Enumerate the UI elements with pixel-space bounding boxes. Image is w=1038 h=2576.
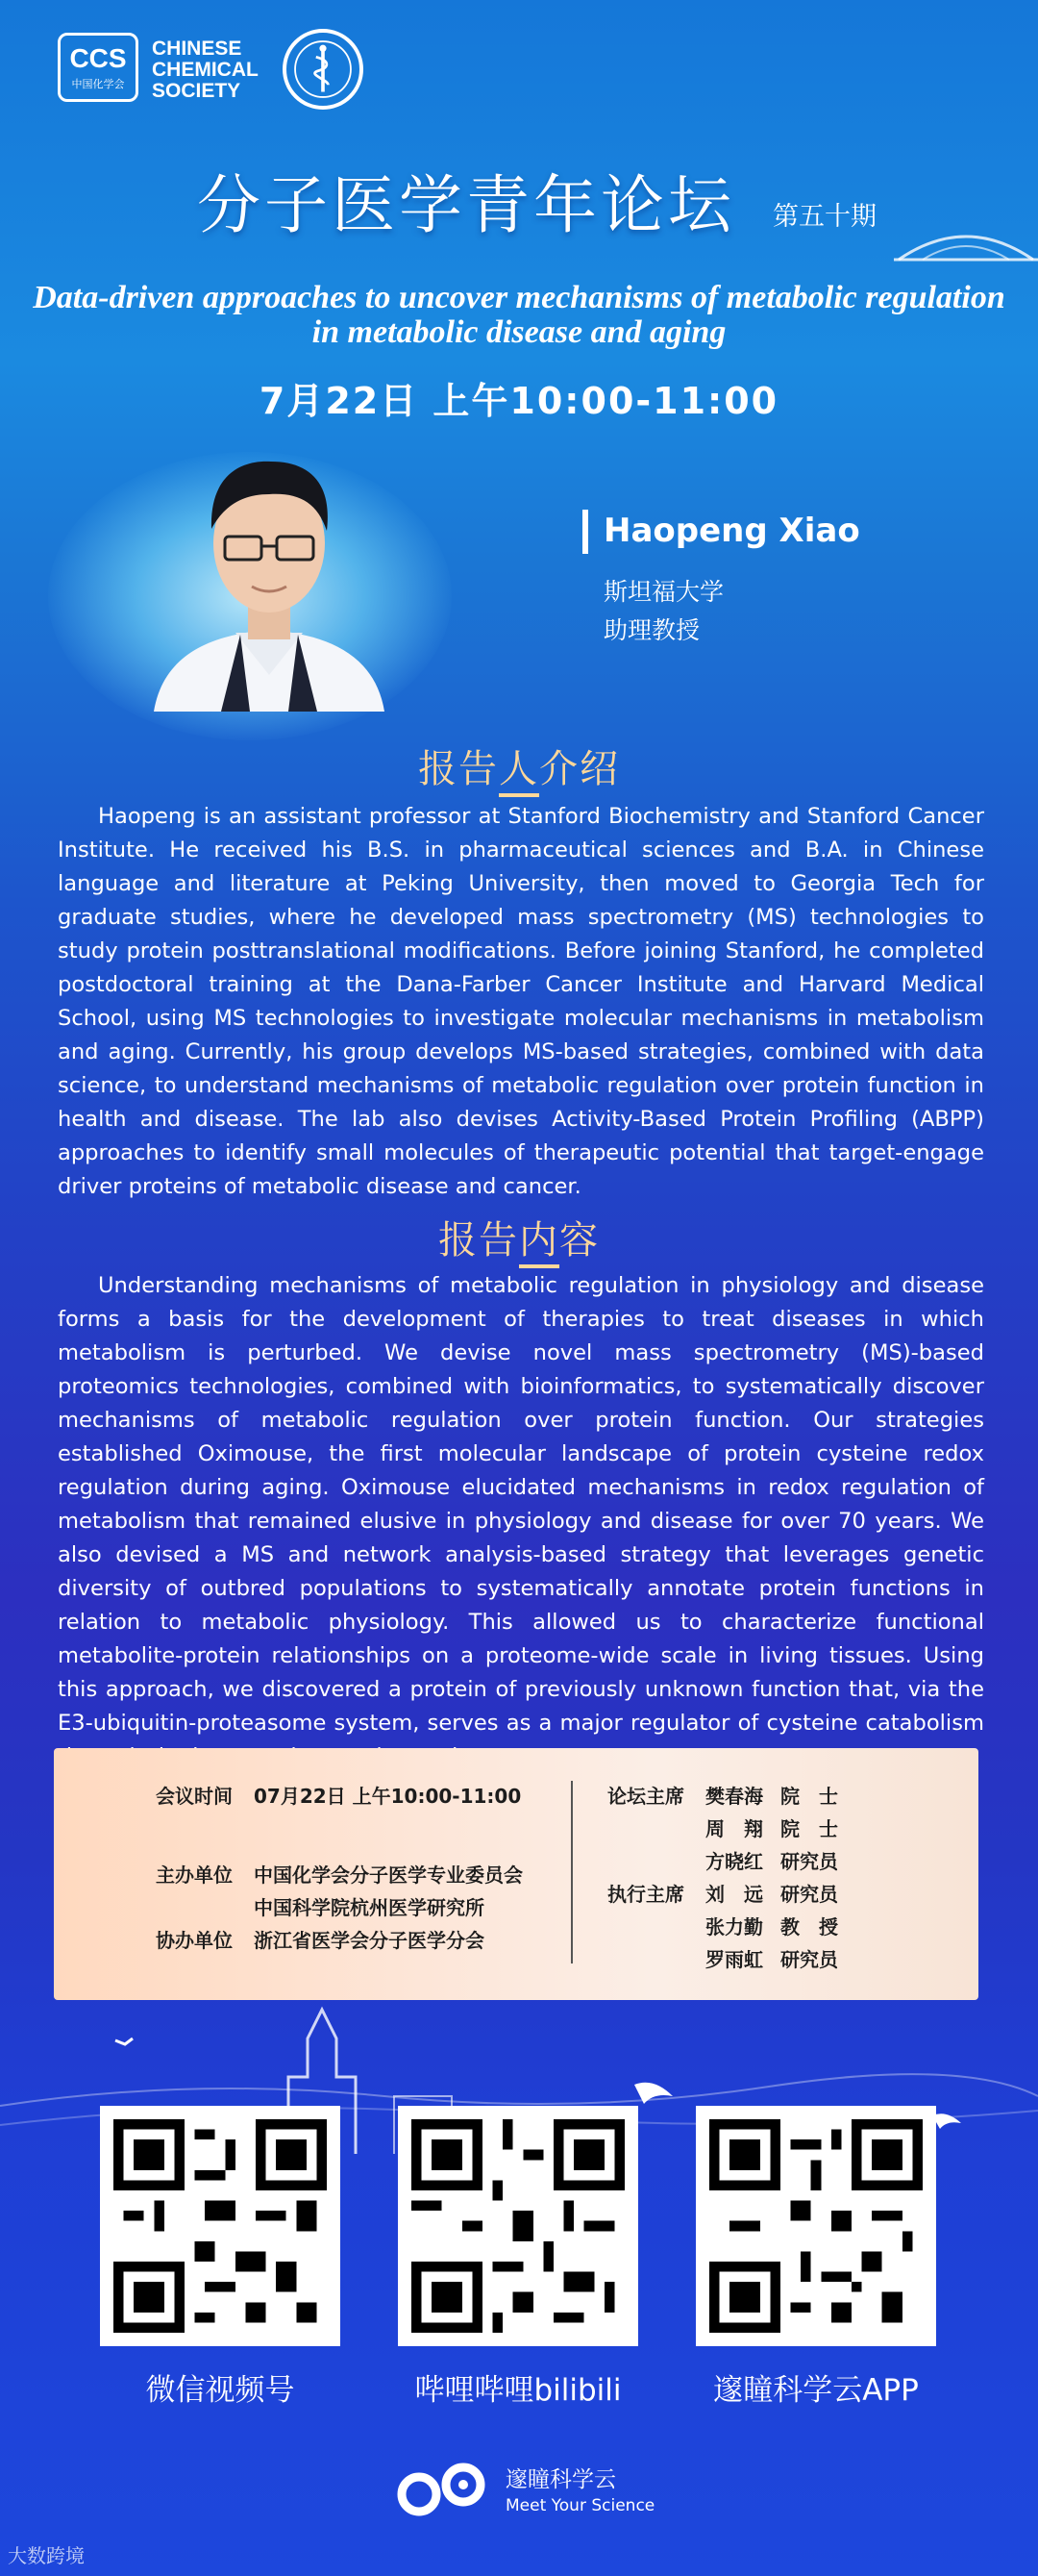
chair-title: 院 士 [780,1785,838,1808]
host-value: 中国科学院杭州医学研究所 [254,1896,484,1919]
speaker-institution: 斯坦福大学 [604,578,725,606]
talk-title-line: Data-driven approaches to uncover mechanisms of metabolic regulation [33,280,1005,315]
chair-name: 周 翔 [705,1817,763,1840]
society-name [152,38,259,102]
abstract-text: Understanding mechanisms of metabolic regulation in physiology and disease forms a basis for the development of therapies to treat diseases in which metabolism is perturbed. We devise novel mass spectrometry (MS)-based proteomics technologies, combined with bioinformatics, to systematically discover mechanisms of metabolic regulation over protein function. Our strategies established Oximouse, the first molecular landscape of protein cysteine redox regulation during aging. Oximouse elucidated mechanisms in redox regulation of metabolism that remained elusive in physiology and disease for over 70 years. We also devised a MS and network analysis-based strategy that leverages genetic diversity of outbred populations to systematically annotate protein functions in relation to metabolic physiology. This allowed us to characterize functional metabolite-protein relationships on a proteome-wide scale in living tissues. Using this approach, we discovered a protein of previously unknown function that, via the E3-ubiquitin-proteasome system, serves as a major regulator of cysteine catabolism [58,1273,984,1736]
bio-text: Haopeng is an assistant professor at Stanford Biochemistry and Stanford Cancer Institute. He received his B.S. in pharmaceutical sciences and B.A. in Chinese language and literature at Peking University, then moved to Georgia Tech for graduate studies, where he developed mass spectrometry (MS) technologies to study protein posttranslational modifications. Before joining Stanford, he completed postdoctoral training at the Dana-Farber Cancer Institute and Harvard Medical School, using MS technologies to investigate molecular mechanisms in metabolism and aging. Currently, his group develops MS-based strategies, combined with data science, to understand mechanisms of metabolic regulation over protein function in health and disease. The lab also devises Activity-Based Protein Profiling (ABPP) approaches to identify small molecules of therapeutic potential that target-engage driver proteins of metabolic disease and cancer. [58,804,984,1199]
qr-pattern [411,2119,625,2333]
qr-pattern [709,2119,923,2333]
qr-label-bilibili: 哔哩哔哩bilibili [414,2373,622,2408]
exec-chair-name: 张力勤 [705,1915,763,1938]
qr-label-wechat: 微信视频号 [145,2373,295,2408]
co-host-label: 协办单位 [156,1929,233,1952]
exec-chair-title: 研究员 [780,1948,838,1971]
time-label: 会议时间 [156,1785,233,1808]
qr-code-wechat[interactable] [100,2106,340,2346]
exec-chair-name: 刘 远 [705,1883,763,1906]
speaker-photo [144,423,394,712]
medical-emblem-icon [283,29,363,110]
speaker-affiliation [604,573,724,650]
ccs-logo [58,33,138,102]
brand-logo-icon [392,2458,492,2521]
exec-chair-name: 罗雨虹 [705,1948,763,1971]
chair-label: 论坛主席 [607,1785,684,1808]
abstract-heading-part: 内 [519,1210,559,1268]
qr-label-app: 邃瞳科学云APP [713,2373,919,2408]
time-value: 07月22日 上午10:00-11:00 [254,1785,522,1808]
chair-title: 研究员 [780,1850,838,1873]
speaker-position: 助理教授 [604,616,701,644]
exec-chair-title: 教 授 [780,1915,838,1938]
society-name-line: CHINESE [152,38,242,60]
bio-heading-part: 报告 [418,747,499,791]
qr-pattern [113,2119,327,2333]
info-divider [571,1781,573,1963]
bio-heading-part: 介绍 [539,747,620,791]
name-accent-bar [582,510,588,554]
ccs-logo-cn: 中国化学会 [71,78,125,90]
host-label: 主办单位 [156,1863,233,1887]
brand-slogan: Meet Your Science [506,2496,655,2515]
forum-title: 分子医学青年论坛 [197,168,735,242]
meeting-info-box [54,1748,978,2000]
ccs-logo-text: CCS [69,43,127,73]
speaker-name: Haopeng Xiao [604,512,860,550]
qr-code-app[interactable] [696,2106,936,2346]
abstract-heading-part: 报告 [438,1218,519,1263]
talk-time: 7月22日 上午10:00-11:00 [259,380,779,422]
talk-title-line: in metabolic disease and aging [311,314,727,350]
exec-chair-title: 研究员 [780,1883,838,1906]
chair-title: 院 士 [780,1817,838,1840]
chair-name: 樊春海 [705,1785,763,1808]
society-name-line: CHEMICAL [152,59,259,81]
abstract-heading-part: 容 [559,1218,600,1263]
chair-name: 方晓红 [705,1850,763,1873]
talk-title [0,281,1038,350]
exec-chair-label: 执行主席 [607,1883,684,1906]
decorative-arc [894,223,1038,262]
host-value: 中国化学会分子医学专业委员会 [254,1863,523,1887]
bio-heading-part: 人 [499,738,539,797]
qr-code-bilibili[interactable] [398,2106,638,2346]
brand-name-cn: 邃瞳科学云 [506,2467,616,2492]
issue-number: 第五十期 [773,202,877,232]
watermark: 大数跨境 [8,2544,85,2567]
co-host-value: 浙江省医学会分子医学分会 [254,1929,484,1952]
bio-heading [0,738,1038,797]
abstract-heading [0,1210,1038,1268]
society-name-line: SOCIETY [152,80,241,102]
